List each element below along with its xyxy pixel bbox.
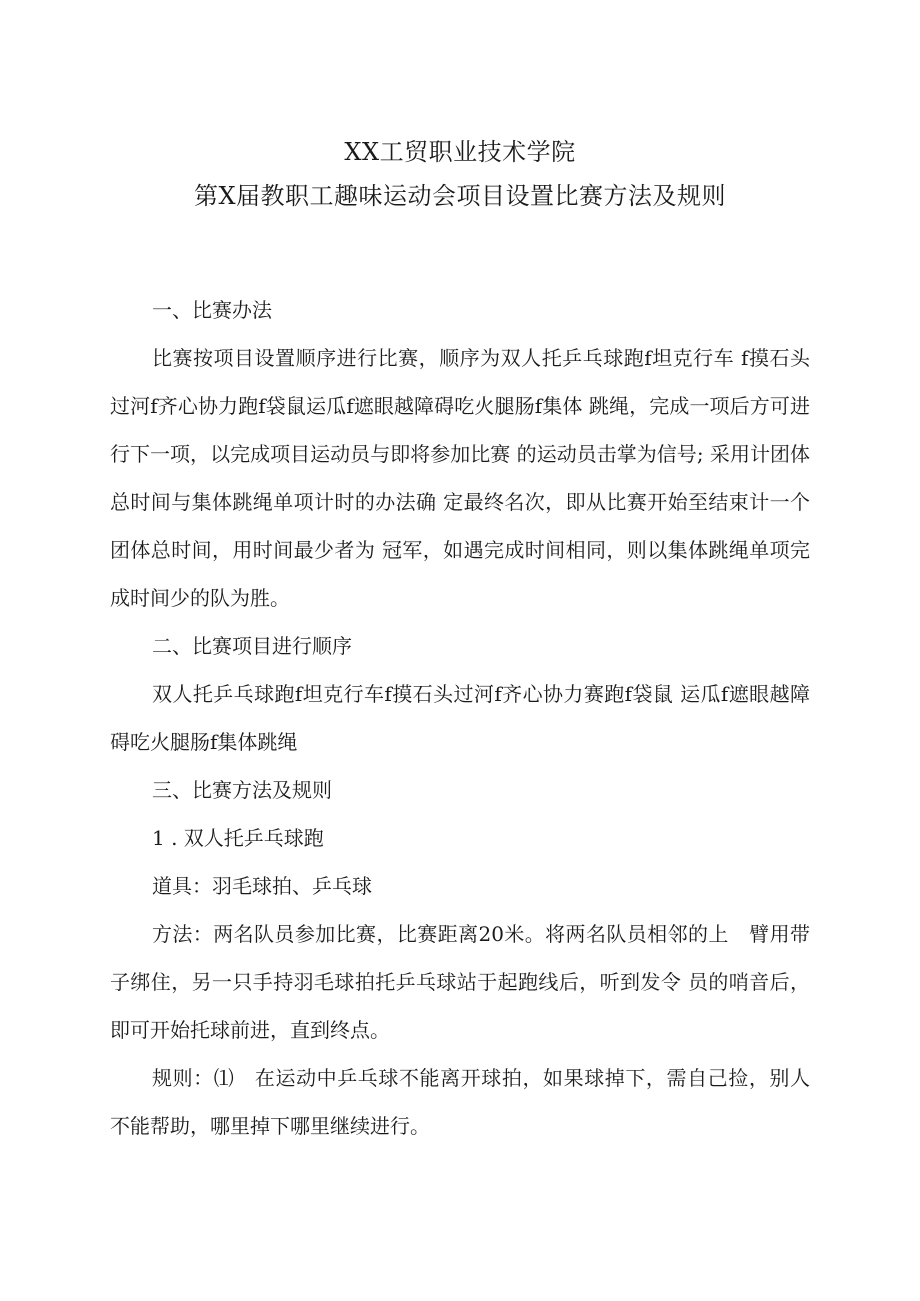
item1-method: 方法：两名队员参加比赛，比赛距离20米。将两名队员相邻的上 臂用带子绑住，另一只手持羽毛球拍托乒乓球站于起跑线后，听到发令 员的哨音后，即可开始托球前进，直到终点。	[110, 922, 810, 1042]
document-title-line1: XX工贸职业技术学院	[344, 138, 576, 166]
section3-heading: 三、比赛方法及规则	[152, 778, 332, 802]
item1-heading: 1 . 双人托乒乓球跑	[152, 826, 324, 850]
document-title-line2: 第X届教职工趣味运动会项目设置比赛方法及规则	[193, 182, 727, 210]
section2-heading: 二、比赛项目进行顺序	[152, 634, 352, 658]
item1-rule: 规则：⑴ 在运动中乒乓球不能离开球拍，如果球掉下，需自己捡，别人不能帮助，哪里掉下哪里继续进行。	[110, 1066, 810, 1138]
section2-body: 双人托乒乓球跑f坦克行车f摸石头过河f齐心协力赛跑f袋鼠 运瓜f遮眼越障碍吃火腿肠f集体跳绳	[110, 682, 810, 754]
item1-equipment: 道具：羽毛球拍、乒乓球	[152, 874, 372, 898]
section1-body: 比赛按项目设置顺序进行比赛，顺序为双人托乒乓球跑f坦克行车 f摸石头过河f齐心协力跑f袋鼠运瓜f遮眼越障碍吃火腿肠f集体 跳绳，完成一项后方可进行下一项，以完成项目运动员与即将参加比赛 的运动员击掌为信号; 采用计团体总时间与集体跳绳单项计时的办法确 定最终名次，即从比赛开始至结束计一个团体总时间，用时间最少者为 冠军，如遇完成时间相同，则以集体跳绳单项完成时间少的队为胜。	[110, 346, 810, 610]
section1-heading: 一、比赛办法	[152, 298, 272, 322]
